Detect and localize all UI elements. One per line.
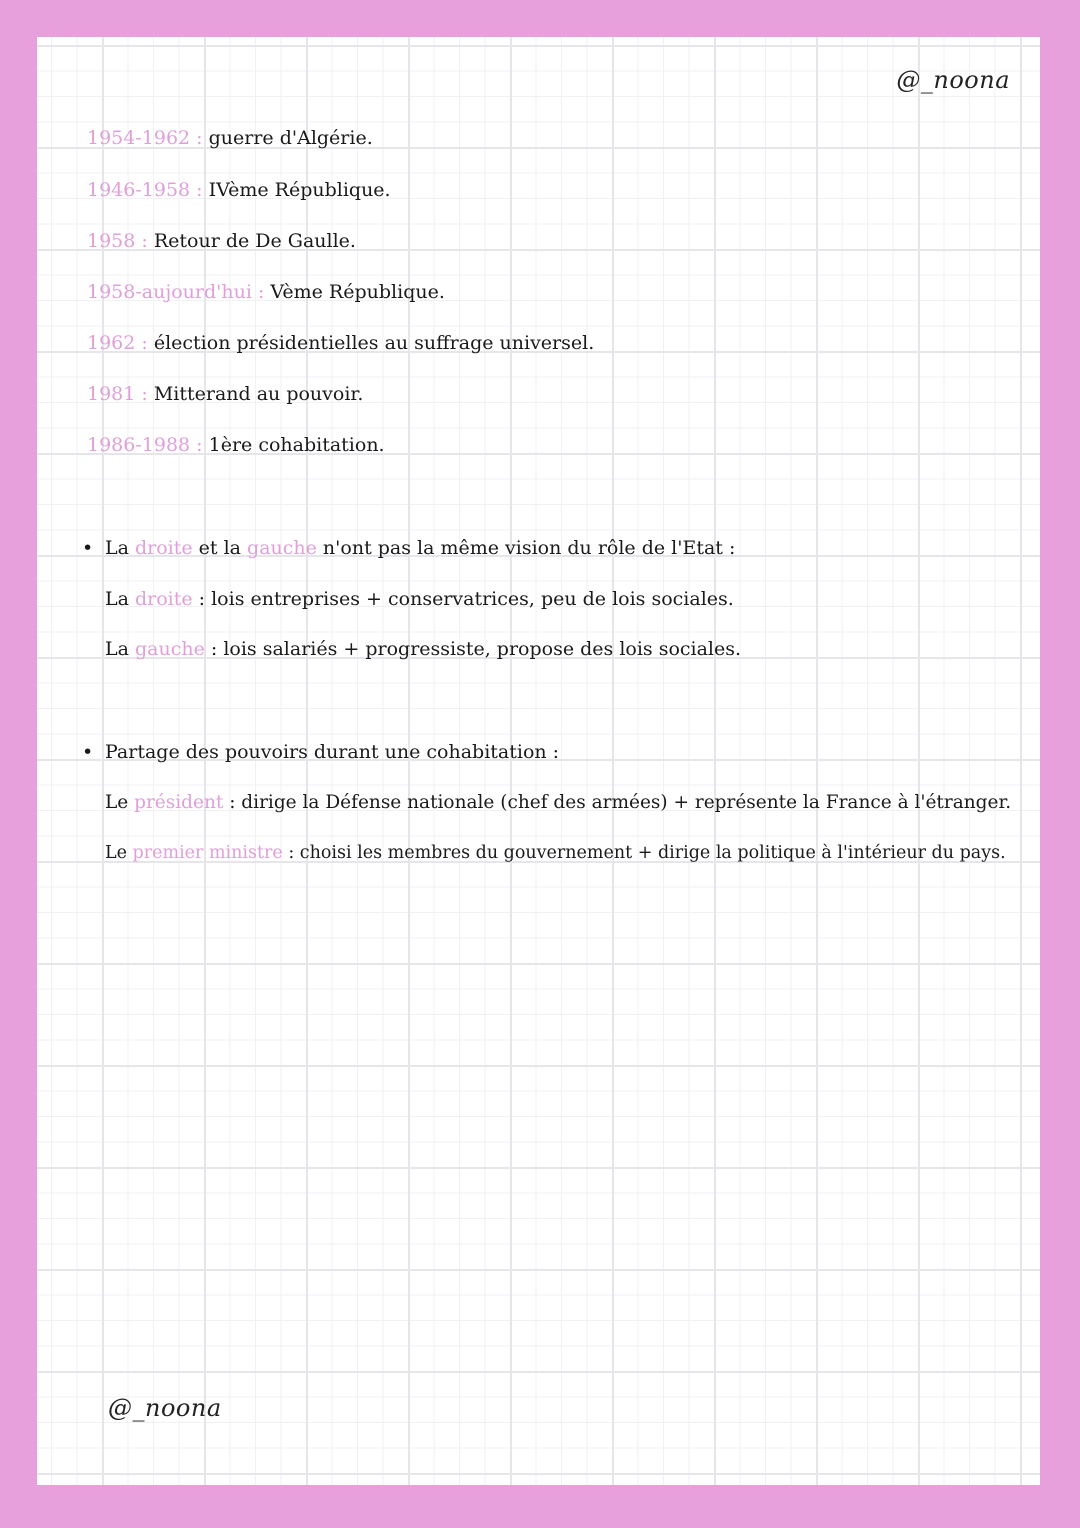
text: La — [105, 537, 135, 559]
timeline-item — [87, 230, 356, 252]
timeline-item — [87, 127, 373, 149]
timeline-text: guerre d'Algérie. — [202, 127, 373, 149]
author-handle-bottom: @_noona — [108, 1394, 222, 1422]
keyword-droite: droite — [134, 537, 193, 559]
keyword-gauche: gauche — [134, 638, 205, 660]
timeline-date: 1986-1988 : — [87, 434, 203, 456]
timeline-item — [87, 332, 594, 354]
text: La — [105, 638, 135, 660]
bullet-icon: • — [82, 741, 94, 763]
section2-premier-ministre-line — [105, 843, 1006, 863]
timeline-text: élection présidentielles au suffrage universel. — [147, 332, 595, 354]
bullet-icon: • — [82, 537, 94, 559]
author-handle-top: @_noona — [896, 66, 1010, 94]
section1-gauche-line — [105, 638, 741, 660]
timeline-item — [87, 383, 363, 405]
timeline-date: 1962 : — [87, 332, 148, 354]
timeline-text: Vème République. — [264, 281, 445, 303]
section2-president-line — [105, 792, 1011, 813]
section1-intro — [105, 537, 735, 559]
text: : choisi les membres du gouvernement + dirige la politique à l'intérieur du pays. — [282, 843, 1006, 863]
text: et la — [192, 537, 248, 559]
text: : dirige la Défense nationale (chef des armées) + représente la France à l'étranger. — [223, 792, 1012, 813]
timeline-date: 1946-1958 : — [87, 179, 203, 201]
timeline-text: 1ère cohabitation. — [202, 434, 385, 456]
keyword-president: président — [134, 792, 224, 813]
timeline-text: Retour de De Gaulle. — [147, 230, 356, 252]
keyword-premier-ministre: premier ministre — [132, 843, 283, 863]
timeline-date: 1958-aujourd'hui : — [87, 281, 265, 303]
keyword-gauche: gauche — [247, 537, 317, 559]
timeline-item — [87, 281, 445, 303]
section2-intro: Partage des pouvoirs durant une cohabitation : — [105, 741, 560, 763]
timeline-date: 1958 : — [87, 230, 148, 252]
timeline-date: 1954-1962 : — [87, 127, 203, 149]
timeline-item — [87, 434, 385, 456]
timeline-text: IVème République. — [202, 179, 391, 201]
timeline-date: 1981 : — [87, 383, 148, 405]
timeline-text: Mitterand au pouvoir. — [147, 383, 364, 405]
section1-droite-line — [105, 588, 734, 610]
text: La — [105, 588, 135, 610]
text: n'ont pas la même vision du rôle de l'Etat : — [316, 537, 736, 559]
keyword-droite: droite — [134, 588, 193, 610]
text: Le — [105, 843, 133, 863]
text: : lois salariés + progressiste, propose des lois sociales. — [204, 638, 742, 660]
text: Le — [105, 792, 135, 813]
text: : lois entreprises + conservatrices, peu de lois sociales. — [192, 588, 734, 610]
timeline-item — [87, 179, 391, 201]
